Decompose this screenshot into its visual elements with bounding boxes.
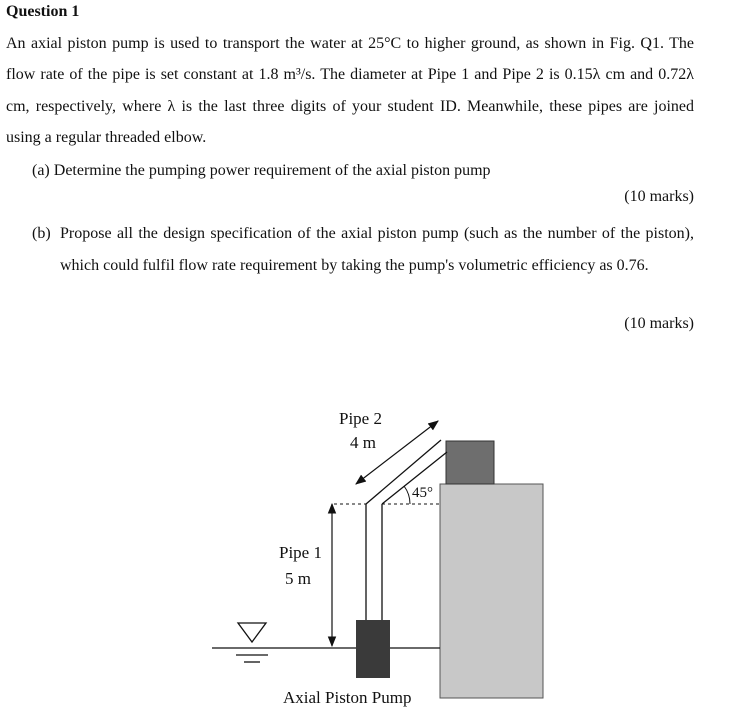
pipe2-length: 4 m (350, 433, 376, 452)
pipe1-label: Pipe 1 (279, 543, 322, 562)
pump-label: Axial Piston Pump (283, 688, 412, 707)
upper-tank (446, 441, 494, 484)
part-a-text: Determine the pumping power requirement of the axial piston pump (53, 162, 491, 179)
part-a-marks: (10 marks) (624, 188, 694, 205)
question-intro: An axial piston pump is used to transport the water at 25°C to higher ground, as shown in Fig. Q1. The flow rate of the pipe is set constant at 1.8 m³/s. The diameter at Pipe 1 and Pipe 2 is 0.15λ cm and 0.72λ cm, respectively, where λ is the last three digits of your student ID. Meanwhile, these pipes are joined using a regular threaded elbow. (6, 35, 694, 146)
angle-arc (404, 486, 410, 504)
pipe2-label: Pipe 2 (339, 409, 382, 428)
part-b-label: (b) (32, 225, 51, 242)
part-b-marks: (10 marks) (624, 315, 694, 332)
angle-label: 45° (412, 485, 433, 501)
part-b-text: Propose all the design specification of the axial piston pump (such as the number of the piston), which could fulfil flow rate requirement by taking the pump's volumetric efficiency as 0.76. (60, 225, 694, 274)
part-a-label: (a) (32, 162, 50, 179)
building-block (440, 484, 543, 698)
question-title: Question 1 (6, 3, 80, 20)
water-surface-symbol (212, 623, 440, 662)
axial-piston-pump (356, 620, 390, 678)
pipe1-length: 5 m (285, 569, 311, 588)
pipe-1 (366, 504, 382, 620)
pipe-2 (366, 440, 447, 504)
